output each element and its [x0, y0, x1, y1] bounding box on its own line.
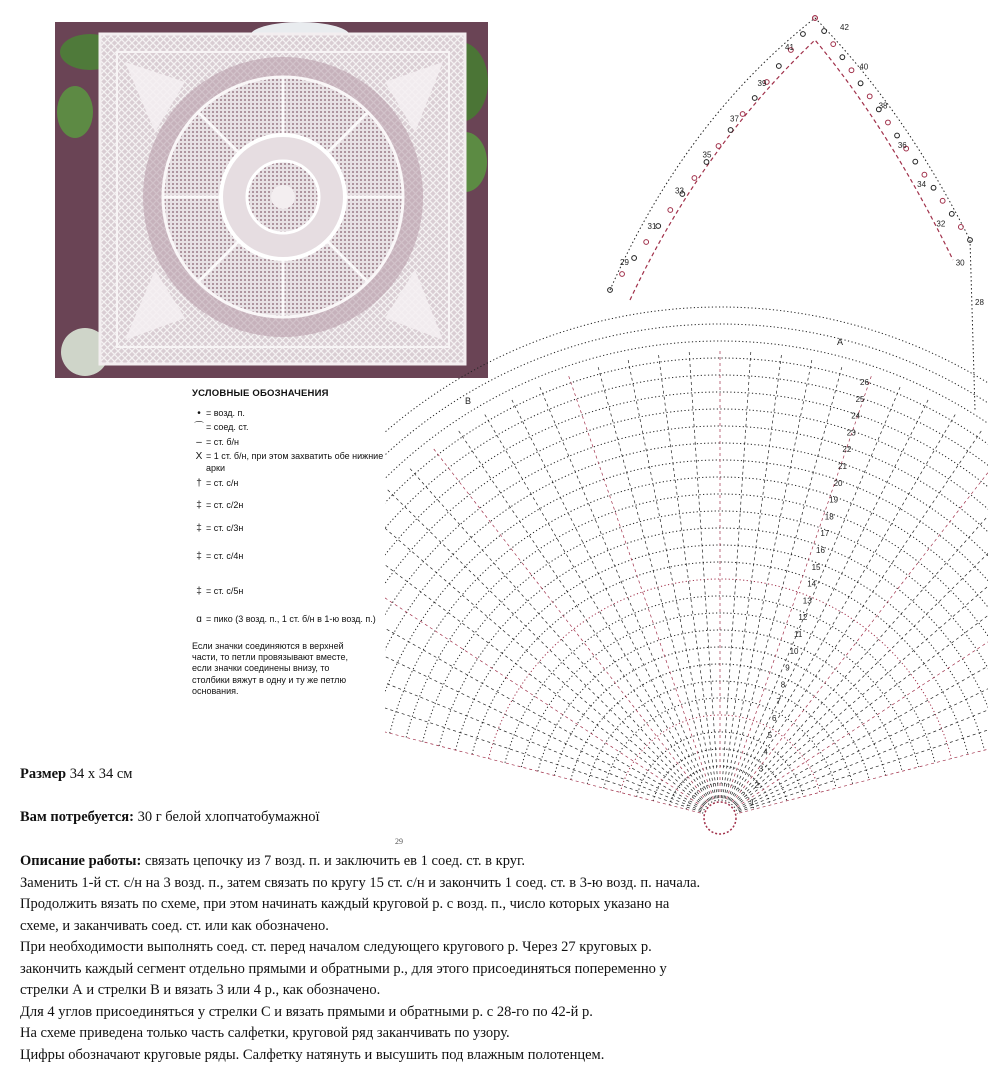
legend-text: = соед. ст.	[206, 422, 249, 433]
legend-symbol-icon: X	[195, 451, 203, 463]
legend-text: = 1 ст. б/н, при этом захватить обе нижние арки	[206, 451, 384, 473]
chart-row-arc	[385, 426, 988, 721]
legend-text: = ст. б/н	[206, 436, 240, 447]
chart-stitch-column	[511, 397, 712, 800]
chart-row-number: 14	[807, 579, 817, 589]
chart-picot-mark	[849, 68, 854, 73]
chart-picot-mark	[940, 198, 945, 203]
chart-stitch-column	[432, 447, 708, 803]
chart-row-number: 42	[840, 23, 849, 32]
chart-picot-mark	[886, 120, 891, 125]
chart-row-number: 37	[730, 114, 739, 124]
description-line: Заменить 1-й ст. с/н на 3 возд. п., затем связать по кругу 15 ст. с/н и закончить 1 соед. ст. в 3-ю возд. п. начала.	[20, 874, 701, 891]
chart-row-number: 22	[842, 445, 852, 455]
symbol-legend	[192, 388, 392, 697]
chart-row-number: 10	[789, 646, 799, 656]
chart-row-arc	[385, 409, 988, 716]
chart-stitch-column	[689, 349, 719, 798]
chart-row-number: 4	[763, 747, 768, 757]
legend-text: = ст. с/н	[206, 477, 239, 488]
description-line: схеме, и заканчивать соед. ст. или как обозначено.	[20, 917, 329, 934]
legend-note: Если значки соединяются в верхней части, то петли провязывают вместе, если значки соединены внизу, то столбики вяжут в одну и ту же петлю основания.	[192, 640, 348, 696]
chart-row-arc	[385, 443, 988, 725]
legend-symbol-icon: •	[197, 407, 201, 419]
chart-picot-mark	[740, 112, 745, 117]
chart-stitch-column	[568, 373, 714, 799]
chart-picot-mark	[831, 42, 836, 47]
chart-picot-mark	[716, 144, 721, 149]
legend-symbol-icon: ‒	[196, 436, 202, 448]
legend-item	[192, 408, 392, 421]
chart-corner-outline	[630, 40, 953, 300]
chart-fragment-number: 29	[395, 837, 403, 846]
chart-row-number: 31	[647, 222, 657, 232]
legend-item	[192, 451, 392, 474]
chart-row-number: 26	[860, 378, 869, 387]
chart-row-number: 33	[675, 186, 684, 196]
size-line	[20, 764, 960, 786]
chart-row-number: 38	[878, 101, 888, 111]
chart-row-number: 1	[750, 798, 755, 807]
chart-picot-mark	[968, 238, 973, 243]
legend-item	[192, 551, 392, 564]
legend-text: = ст. с/5н	[206, 585, 244, 596]
chart-picot-mark	[704, 160, 709, 165]
chart-stitch-column	[729, 394, 930, 800]
chart-row-number: 15	[811, 562, 821, 572]
legend-symbol-icon: †	[196, 477, 202, 489]
legend-title: УСЛОВНЫЕ ОБОЗНАЧЕНИЯ	[192, 388, 329, 399]
chart-picot-mark	[752, 96, 757, 101]
description-line: Цифры обозначают круговые ряды. Салфетку натянуть и высушить под влажным полотенцем.	[20, 1046, 605, 1063]
chart-stitch-column	[483, 412, 710, 801]
chart-stitch-column	[597, 364, 714, 798]
chart-row-number: 19	[829, 495, 839, 505]
chart-row-number: 7	[776, 697, 781, 707]
chart-row-number: 16	[816, 546, 825, 555]
materials-value: 30 г белой хлопчатобумажної	[137, 809, 320, 825]
chart-stitch-column	[725, 364, 842, 798]
legend-symbol-icon: ‡	[196, 551, 202, 563]
legend-symbol-icon: ɑ	[196, 614, 202, 626]
description	[20, 851, 960, 1066]
legend-item	[192, 523, 392, 536]
description-line: При необходимости выполнять соед. ст. перед началом следующего кругового р. Через 27 круговых р.	[20, 939, 652, 955]
chart-stitch-column	[628, 357, 716, 798]
chart-picot-mark	[620, 272, 625, 277]
legend-item	[192, 614, 392, 627]
chart-picot-mark	[728, 128, 733, 133]
legend-symbol-icon: ‡	[196, 500, 202, 512]
legend-text: = ст. с/2н	[206, 500, 244, 511]
chart-stitch-column	[721, 349, 751, 798]
chart-row-number: 6	[772, 714, 777, 723]
chart-picot-mark	[644, 240, 649, 245]
chart-stitch-column	[728, 384, 902, 799]
legend-text: = возд. п.	[206, 407, 245, 418]
chart-row-arc	[385, 358, 988, 707]
chart-stitch-column	[739, 701, 988, 813]
description-label: Описание работы:	[20, 853, 142, 869]
chart-stitch-column	[733, 466, 988, 803]
chart-row-number: 29	[620, 258, 629, 267]
chart-picot-mark	[949, 211, 954, 216]
chart-picot-mark	[895, 133, 900, 138]
chart-stitch-column	[457, 428, 709, 801]
legend-text: = ст. с/3н	[206, 522, 244, 533]
chart-row-number: 8	[780, 680, 786, 690]
chart-stitch-column	[386, 488, 706, 804]
chart-picot-mark	[867, 94, 872, 99]
chart-picot-mark	[632, 256, 637, 261]
chart-row-number: 2	[754, 781, 759, 791]
chart-stitch-column	[658, 352, 717, 798]
crochet-chart	[385, 0, 988, 850]
chart-picot-mark	[840, 55, 845, 60]
chart-row-number: 30	[955, 258, 965, 268]
chart-picot-mark	[922, 172, 927, 177]
chart-row-number: 5	[767, 730, 773, 740]
chart-picot-mark	[931, 185, 936, 190]
chart-row-number: 32	[936, 219, 946, 229]
description-line: Для 4 углов присоединяться у стрелки С и вязать прямыми и обратными р. с 28-го по 42-й р.	[20, 1003, 593, 1020]
description-line: Продолжить вязать по схеме, при этом начинать каждый круговой р. с возд. п., число которых указано на	[20, 896, 670, 912]
chart-row-number: 41	[785, 43, 794, 52]
chart-row-number: 17	[820, 529, 830, 539]
chart-arrow-label: B	[465, 396, 472, 406]
chart-row-arc	[385, 324, 988, 695]
chart-picot-mark	[692, 176, 697, 181]
chart-picot-mark	[668, 208, 673, 213]
chart-picot-mark	[801, 32, 806, 37]
legend-symbol-icon: ‡	[196, 522, 202, 534]
chart-stitch-column	[539, 384, 713, 799]
legend-list	[192, 408, 392, 627]
legend-text: = пико (3 возд. п., 1 ст. б/н в 1-ю возд. п.)	[206, 614, 376, 625]
chart-row-number: 23	[846, 428, 856, 438]
crochet-chart-drawing	[385, 0, 988, 850]
size-label: Размер	[20, 766, 67, 782]
chart-row-number: 36	[897, 140, 907, 150]
chart-arrow-label: A	[837, 337, 844, 347]
chart-row-number: 25	[855, 394, 865, 404]
chart-row-number: 34	[917, 180, 927, 190]
chart-picot-mark	[958, 225, 963, 230]
description-line: стрелки А и стрелки В и вязать 3 или 4 р., как обозначено.	[20, 982, 381, 998]
chart-picot-mark	[656, 224, 661, 229]
chart-row-arc	[406, 494, 988, 737]
chart-row-arc	[385, 392, 988, 712]
chart-picot-mark	[776, 64, 781, 69]
legend-symbol-icon: ⌒	[194, 422, 204, 434]
chart-row-number: 35	[702, 150, 712, 160]
chart-row-number: 39	[757, 78, 767, 88]
chart-row-number: 24	[851, 411, 861, 421]
chart-row-number: 3	[758, 764, 764, 774]
legend-item	[192, 500, 392, 513]
chart-picot-mark	[858, 81, 863, 86]
chart-row-number: 18	[824, 512, 834, 522]
chart-stitch-column	[385, 671, 701, 811]
description-line: На схеме приведена только часть салфетки, круговой ряд заканчивать по узору.	[20, 1025, 510, 1041]
description-line: закончить каждый сегмент отдельно прямыми и обратными р., для этого присоединяться попеременно у	[20, 960, 667, 977]
chart-row-arc	[390, 477, 988, 733]
legend-symbol-icon: ‡	[196, 585, 202, 597]
chart-row-number: 9	[785, 663, 790, 673]
materials-label: Вам потребуется:	[20, 809, 134, 825]
chart-row-arc	[385, 460, 988, 729]
description-line: Описание работы: связать цепочку из 7 возд. п. и заключить ев 1 соед. ст. в круг.	[20, 853, 525, 869]
chart-picot-mark	[822, 29, 827, 34]
chart-row-arc	[385, 341, 988, 699]
legend-item	[192, 478, 392, 491]
chart-row-number: 13	[802, 596, 812, 606]
materials-line	[20, 807, 960, 829]
chart-row-number: 28	[975, 298, 984, 307]
chart-row-number: 12	[798, 613, 808, 623]
chart-stitch-column	[723, 352, 782, 798]
chart-corner-outline	[610, 18, 975, 410]
chart-row-number: 21	[838, 462, 847, 471]
chart-stitch-column	[731, 428, 983, 801]
legend-item	[192, 422, 392, 435]
size-value: 34 х 34 см	[69, 766, 133, 782]
chart-row-number: 11	[794, 630, 803, 639]
chart-picot-mark	[913, 159, 918, 164]
chart-row-number: 40	[859, 62, 869, 72]
legend-text: = ст. с/4н	[206, 551, 244, 562]
chart-row-number: 20	[833, 478, 843, 488]
legend-item	[192, 586, 392, 599]
legend-item	[192, 437, 392, 450]
